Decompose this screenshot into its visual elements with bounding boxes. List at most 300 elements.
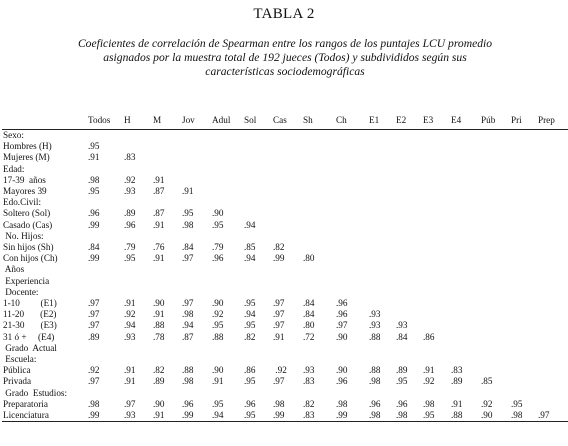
empty-cell [538, 343, 568, 354]
empty-cell [451, 220, 481, 231]
column-header: Púb [481, 114, 496, 125]
empty-cell [369, 220, 396, 231]
table-row [2, 152, 568, 163]
correlation-value: .97 [182, 253, 194, 264]
empty-cell [212, 276, 244, 287]
empty-cell [153, 197, 182, 208]
correlation-value: .92 [88, 365, 100, 376]
empty-cell [396, 264, 423, 275]
empty-cell [303, 231, 336, 242]
empty-cell [244, 388, 273, 399]
correlation-value: .72 [303, 331, 315, 342]
empty-cell [244, 208, 273, 219]
empty-cell [538, 399, 568, 410]
correlation-value: .89 [396, 365, 408, 376]
empty-cell [336, 287, 369, 298]
empty-cell [451, 298, 481, 309]
empty-cell [451, 242, 481, 253]
correlation-value: .98 [273, 398, 285, 409]
correlation-value: .95 [182, 208, 194, 219]
correlation-value: .95 [244, 320, 256, 331]
table-row [2, 399, 568, 410]
correlation-value: .91 [451, 398, 463, 409]
empty-cell [303, 152, 336, 163]
table-row [2, 388, 568, 399]
empty-cell [124, 141, 153, 152]
table-title: TABLA 2 [253, 6, 315, 22]
empty-cell [538, 208, 568, 219]
table-row [2, 141, 568, 152]
empty-cell [273, 152, 303, 163]
empty-cell [369, 231, 396, 242]
correlation-value: .98 [182, 309, 194, 320]
correlation-value: .90 [212, 208, 224, 219]
empty-cell [273, 220, 303, 231]
column-header: E4 [451, 114, 462, 125]
empty-cell [244, 175, 273, 186]
row-label-header [2, 112, 88, 130]
empty-cell [124, 130, 153, 142]
caption-line: características sociodemográficas [205, 65, 365, 79]
empty-cell [369, 208, 396, 219]
correlation-value: .87 [182, 331, 194, 342]
correlation-value: .89 [88, 331, 100, 342]
row-label: 31 ó + (E4) [3, 331, 55, 342]
empty-cell [481, 253, 511, 264]
empty-cell [396, 298, 423, 309]
column-header: Sh [303, 114, 313, 125]
empty-cell [153, 264, 182, 275]
table-row [2, 264, 568, 275]
empty-cell [336, 388, 369, 399]
empty-cell [303, 164, 336, 175]
row-label: Hombres (H) [3, 141, 52, 152]
empty-cell [481, 242, 511, 253]
empty-cell [369, 141, 396, 152]
empty-cell [481, 141, 511, 152]
empty-cell [303, 175, 336, 186]
row-label: Pública [3, 365, 31, 376]
empty-cell [396, 231, 423, 242]
correlation-value: .93 [303, 365, 315, 376]
empty-cell [88, 264, 124, 275]
empty-cell [423, 231, 451, 242]
correlation-value: .98 [88, 174, 100, 185]
empty-cell [273, 388, 303, 399]
empty-cell [396, 152, 423, 163]
empty-cell [538, 141, 568, 152]
empty-cell [182, 276, 212, 287]
empty-cell [336, 354, 369, 365]
empty-cell [369, 197, 396, 208]
row-label: No. Hijos: [3, 230, 44, 241]
correlation-value: .88 [369, 331, 381, 342]
empty-cell [396, 287, 423, 298]
column-header: E1 [369, 114, 380, 125]
correlation-value: .85 [481, 376, 493, 387]
empty-cell [273, 175, 303, 186]
empty-cell [153, 287, 182, 298]
row-label: Experiencia [3, 275, 50, 286]
correlation-value: .90 [153, 398, 165, 409]
empty-cell [451, 197, 481, 208]
empty-cell [481, 309, 511, 320]
empty-cell [423, 320, 451, 331]
empty-cell [396, 164, 423, 175]
correlation-value: .86 [423, 331, 435, 342]
empty-cell [451, 164, 481, 175]
correlation-value: .92 [124, 174, 136, 185]
empty-cell [273, 276, 303, 287]
row-label: Preparatoria [3, 398, 48, 409]
empty-cell [451, 309, 481, 320]
correlation-value: .97 [273, 309, 285, 320]
correlation-value: .88 [153, 320, 165, 331]
correlation-value: .99 [273, 253, 285, 264]
correlation-value: .82 [244, 331, 256, 342]
correlation-value: .91 [153, 309, 165, 320]
table-row [2, 320, 568, 331]
correlation-value: .91 [182, 186, 194, 197]
empty-cell [511, 186, 538, 197]
correlation-value: .99 [273, 410, 285, 421]
empty-cell [336, 220, 369, 231]
empty-cell [396, 276, 423, 287]
empty-cell [538, 152, 568, 163]
empty-cell [511, 365, 538, 376]
empty-cell [423, 164, 451, 175]
empty-cell [423, 309, 451, 320]
correlation-value: .86 [244, 365, 256, 376]
empty-cell [273, 197, 303, 208]
correlation-value: .98 [423, 398, 435, 409]
row-label: Soltero (Sol) [3, 208, 51, 219]
empty-cell [124, 287, 153, 298]
row-label: 1-10 (E1) [3, 298, 57, 309]
empty-cell [511, 175, 538, 186]
correlation-value: .95 [212, 219, 224, 230]
empty-cell [538, 197, 568, 208]
empty-cell [153, 164, 182, 175]
row-label: 17-39 años [3, 174, 46, 185]
empty-cell [423, 220, 451, 231]
row-label: Grado Estudios: [3, 387, 68, 398]
empty-cell [336, 186, 369, 197]
empty-cell [369, 242, 396, 253]
empty-cell [451, 141, 481, 152]
row-label: Con hijos (Ch) [3, 253, 58, 264]
empty-cell [212, 197, 244, 208]
empty-cell [396, 242, 423, 253]
correlation-value: .97 [88, 320, 100, 331]
empty-cell [511, 264, 538, 275]
empty-cell [481, 388, 511, 399]
correlation-value: .88 [451, 410, 463, 421]
table-row [2, 410, 568, 422]
table-row [2, 298, 568, 309]
empty-cell [369, 287, 396, 298]
empty-cell [511, 197, 538, 208]
row-label: 21-30 (E3) [3, 320, 57, 331]
correlation-value: .90 [336, 365, 348, 376]
correlation-value: .88 [182, 365, 194, 376]
empty-cell [396, 309, 423, 320]
empty-cell [511, 343, 538, 354]
empty-cell [511, 141, 538, 152]
empty-cell [212, 175, 244, 186]
empty-cell [538, 276, 568, 287]
empty-cell [303, 186, 336, 197]
empty-cell [423, 152, 451, 163]
empty-cell [511, 231, 538, 242]
empty-cell [396, 197, 423, 208]
correlation-value: .91 [212, 376, 224, 387]
correlation-value: .83 [303, 410, 315, 421]
empty-cell [481, 220, 511, 231]
correlation-value: .84 [88, 242, 100, 253]
empty-cell [336, 197, 369, 208]
empty-cell [303, 343, 336, 354]
empty-cell [336, 164, 369, 175]
empty-cell [88, 197, 124, 208]
table-header-row [2, 112, 568, 130]
empty-cell [303, 354, 336, 365]
empty-cell [481, 208, 511, 219]
table-row [2, 276, 568, 287]
empty-cell [244, 141, 273, 152]
empty-cell [423, 264, 451, 275]
empty-cell [451, 130, 481, 142]
empty-cell [538, 388, 568, 399]
correlation-value: .92 [423, 376, 435, 387]
empty-cell [182, 354, 212, 365]
empty-cell [511, 309, 538, 320]
table-row [2, 208, 568, 219]
empty-cell [511, 388, 538, 399]
empty-cell [369, 186, 396, 197]
empty-cell [153, 388, 182, 399]
empty-cell [212, 264, 244, 275]
empty-cell [511, 208, 538, 219]
table-row [2, 365, 568, 376]
empty-cell [538, 309, 568, 320]
empty-cell [273, 287, 303, 298]
empty-cell [88, 231, 124, 242]
empty-cell [369, 164, 396, 175]
column-header: H [124, 114, 131, 125]
correlation-value: .95 [396, 376, 408, 387]
correlation-value: .79 [212, 242, 224, 253]
empty-cell [423, 388, 451, 399]
empty-cell [481, 365, 511, 376]
correlation-value: .95 [423, 410, 435, 421]
empty-cell [336, 152, 369, 163]
row-label: Sexo: [3, 130, 24, 140]
empty-cell [124, 231, 153, 242]
empty-cell [538, 186, 568, 197]
row-label: Grado Actual [3, 342, 57, 353]
correlation-value: .89 [153, 376, 165, 387]
correlation-value: .94 [244, 309, 256, 320]
empty-cell [244, 343, 273, 354]
correlation-value: .99 [88, 410, 100, 421]
empty-cell [451, 343, 481, 354]
correlation-value: .89 [124, 208, 136, 219]
empty-cell [153, 141, 182, 152]
empty-cell [124, 354, 153, 365]
empty-cell [182, 388, 212, 399]
empty-cell [481, 130, 511, 142]
correlation-value: .95 [212, 398, 224, 409]
empty-cell [481, 231, 511, 242]
empty-cell [303, 130, 336, 142]
correlation-value: .98 [336, 398, 348, 409]
correlation-value: .96 [182, 398, 194, 409]
correlation-value: .97 [273, 320, 285, 331]
correlation-value: .99 [336, 410, 348, 421]
correlation-value: .91 [153, 219, 165, 230]
column-header: E3 [423, 114, 434, 125]
empty-cell [88, 388, 124, 399]
correlation-value: .91 [88, 152, 100, 163]
empty-cell [124, 276, 153, 287]
correlation-value: .97 [336, 320, 348, 331]
empty-cell [369, 298, 396, 309]
correlation-value: .94 [244, 219, 256, 230]
empty-cell [244, 186, 273, 197]
empty-cell [538, 253, 568, 264]
table-row [2, 164, 568, 175]
empty-cell [451, 354, 481, 365]
empty-cell [303, 388, 336, 399]
table-row [2, 309, 568, 320]
correlation-value: .95 [511, 398, 523, 409]
correlation-value: .99 [88, 253, 100, 264]
empty-cell [88, 164, 124, 175]
correlation-value: .91 [153, 253, 165, 264]
empty-cell [153, 354, 182, 365]
empty-cell [124, 197, 153, 208]
correlation-value: .99 [88, 219, 100, 230]
row-label: Licenciatura [3, 410, 49, 421]
correlation-value: .93 [124, 186, 136, 197]
empty-cell [212, 141, 244, 152]
correlation-value: .80 [303, 253, 315, 264]
table-row [2, 130, 568, 142]
empty-cell [511, 354, 538, 365]
correlation-value: .95 [124, 253, 136, 264]
empty-cell [212, 152, 244, 163]
table-row [2, 343, 568, 354]
correlation-value: .97 [88, 298, 100, 309]
correlation-value: .87 [153, 208, 165, 219]
correlation-value: .98 [511, 410, 523, 421]
empty-cell [481, 197, 511, 208]
empty-cell [303, 276, 336, 287]
empty-cell [511, 130, 538, 142]
empty-cell [303, 287, 336, 298]
correlation-value: .97 [88, 309, 100, 320]
empty-cell [153, 152, 182, 163]
empty-cell [423, 354, 451, 365]
empty-cell [511, 242, 538, 253]
table-row [2, 231, 568, 242]
empty-cell [124, 164, 153, 175]
correlation-value: .91 [423, 365, 435, 376]
empty-cell [423, 343, 451, 354]
empty-cell [481, 152, 511, 163]
correlation-value: .98 [369, 376, 381, 387]
correlation-value: .93 [369, 309, 381, 320]
correlation-value: .96 [336, 298, 348, 309]
empty-cell [451, 388, 481, 399]
column-header: Adul [212, 114, 231, 125]
empty-cell [538, 242, 568, 253]
correlation-value: .90 [336, 331, 348, 342]
column-header: Pri [511, 114, 522, 125]
caption-line: Coeficientes de correlación de Spearman entre los rangos de los puntajes LCU promedio [77, 37, 493, 50]
empty-cell [273, 354, 303, 365]
correlation-value: .84 [303, 298, 315, 309]
correlation-value: .96 [369, 398, 381, 409]
empty-cell [182, 130, 212, 142]
correlation-value: .78 [153, 331, 165, 342]
row-label: Escuela: [3, 354, 37, 365]
correlation-value: .94 [212, 410, 224, 421]
correlation-value: .97 [88, 376, 100, 387]
empty-cell [303, 197, 336, 208]
correlation-value: .87 [153, 186, 165, 197]
correlation-value: .76 [153, 242, 165, 253]
correlation-value: .96 [124, 219, 136, 230]
correlation-value: .94 [182, 320, 194, 331]
empty-cell [511, 298, 538, 309]
column-header: Sol [244, 114, 257, 125]
correlation-value: .97 [182, 298, 194, 309]
correlation-value: .98 [182, 219, 194, 230]
empty-cell [538, 175, 568, 186]
empty-cell [336, 141, 369, 152]
correlation-value: .88 [212, 331, 224, 342]
empty-cell [303, 208, 336, 219]
empty-cell [244, 197, 273, 208]
correlation-value: .96 [336, 376, 348, 387]
empty-cell [451, 320, 481, 331]
empty-cell [423, 186, 451, 197]
empty-cell [369, 264, 396, 275]
empty-cell [423, 242, 451, 253]
correlation-value: .95 [244, 298, 256, 309]
correlation-value: .94 [124, 320, 136, 331]
correlation-value: .93 [124, 331, 136, 342]
empty-cell [511, 376, 538, 387]
table-row [2, 242, 568, 253]
empty-cell [273, 208, 303, 219]
empty-cell [212, 186, 244, 197]
correlation-value: .95 [244, 410, 256, 421]
empty-cell [153, 231, 182, 242]
table-row [2, 376, 568, 387]
correlation-value: .91 [124, 298, 136, 309]
caption-line: asignados por la muestra total de 192 jueces (Todos) y subdivididos según sus [103, 51, 467, 65]
empty-cell [212, 354, 244, 365]
empty-cell [538, 264, 568, 275]
empty-cell [303, 264, 336, 275]
empty-cell [212, 130, 244, 142]
correlation-value: .93 [124, 410, 136, 421]
empty-cell [481, 343, 511, 354]
correlation-value: .99 [182, 410, 194, 421]
